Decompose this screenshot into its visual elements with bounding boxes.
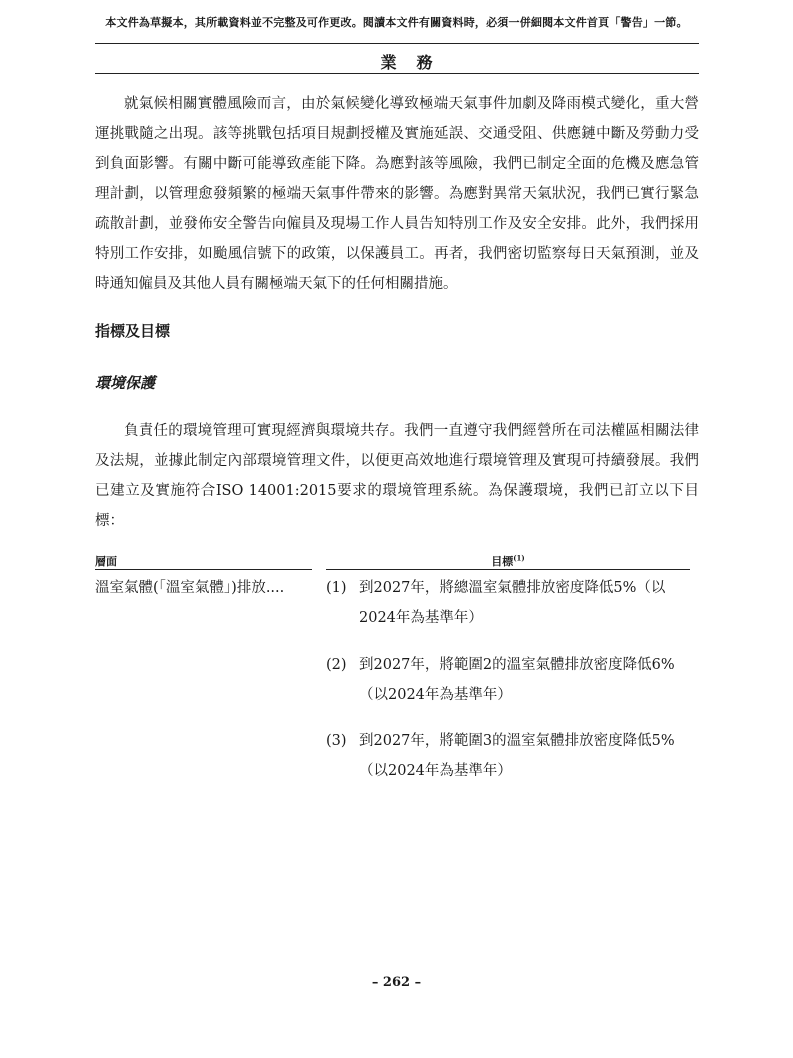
target-3-number: (3) — [326, 733, 347, 749]
target-column-rule — [326, 569, 690, 570]
environmental-protection-subheading: 環境保護 — [95, 374, 156, 392]
climate-risk-paragraph: 就氣候相關實體風險而言，由於氣候變化導致極端天氣事件加劇及降雨模式變化，重大營運挑戰隨之出現。該等挑戰包括項目規劃授權及實施延誤、交通受阻、供應鏈中斷及勞動力受到負面影響。有關中斷可能導致產能下降。為應對該等風險，我們已制定全面的危機及應急管理計劃，以管理愈發頻繁的極端天氣事件帶來的影響。為應對異常天氣狀況，我們已實行緊急疏散計劃，並發佈安全警告向僱員及現場工作人員告知特別工作及安全安排。此外，我們採用特別工作安排，如颱風信號下的政策，以保護員工。再者，我們密切監察每日天氣預測，並及時通知僱員及其他人員有關極端天氣下的任何相關措施。 — [95, 96, 699, 292]
target-1-number: (1) — [326, 580, 347, 596]
target-2-line2: （以2024年為基準年） — [359, 687, 512, 703]
target-1-line2: 2024年為基準年） — [359, 610, 483, 626]
target-2-text — [359, 650, 699, 710]
aspect-column-rule — [95, 569, 312, 570]
target-1-line1: 到2027年，將總溫室氣體排放密度降低5%（以 — [359, 580, 666, 596]
target-1-text — [359, 573, 699, 633]
column-header-aspect: 層面 — [95, 555, 117, 568]
column-header-target-label: 目標 — [491, 555, 514, 568]
footnote-marker: (1) — [513, 553, 525, 563]
page-number: – 262 – — [371, 975, 422, 990]
target-3-text — [359, 726, 699, 786]
target-3-line1: 到2027年，將範圍3的溫室氣體排放密度降低5% — [359, 733, 675, 749]
draft-warning-banner: 本文件為草擬本，其所載資料並不完整及可作更改。閱讀本文件有關資料時，必須一併細閱本文件首頁「警告」一節。 — [105, 16, 688, 29]
metrics-targets-heading: 指標及目標 — [95, 322, 171, 340]
column-header-target — [326, 553, 690, 569]
environmental-management-paragraph: 負責任的環境管理可實現經濟與環境共存。我們一直遵守我們經營所在司法權區相關法律及法規，並據此制定內部環境管理文件，以便更高效地進行環境管理及實現可持續發展。我們已建立及實施符合ISO 14001:2015要求的環境管理系統。為保護環境，我們已訂立以下目標： — [95, 423, 699, 529]
header-top-rule — [95, 43, 699, 44]
target-3-line2: （以2024年為基準年） — [359, 763, 512, 779]
ghg-emission-row-label: 溫室氣體(「溫室氣體」)排放.... — [95, 580, 285, 596]
target-2-number: (2) — [326, 657, 347, 673]
section-title: 業務 — [380, 53, 453, 72]
target-2-line1: 到2027年，將範圍2的溫室氣體排放密度降低6% — [359, 657, 675, 673]
header-bottom-rule — [95, 73, 699, 74]
